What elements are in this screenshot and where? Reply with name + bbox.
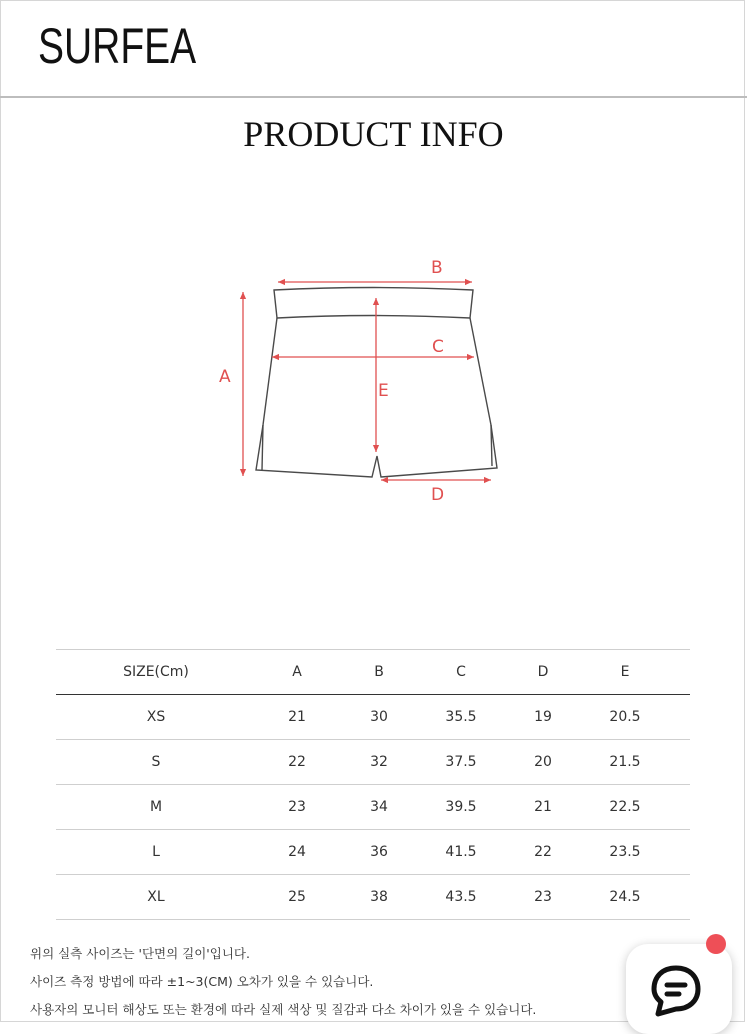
header-a: A [256, 650, 338, 695]
size-notes [30, 940, 650, 1024]
measure-arrows [243, 282, 491, 480]
note-line: 사이즈 측정 방법에 따라 ±1~3(CM) 오차가 있을 수 있습니다. [30, 974, 374, 989]
label-e: E [378, 381, 389, 401]
cell: 22.5 [584, 785, 666, 830]
table-row [56, 830, 690, 875]
header-d: D [502, 650, 584, 695]
label-b: B [431, 258, 443, 278]
cell: 23 [502, 875, 584, 920]
table-row [56, 740, 690, 785]
table-header-row [56, 650, 690, 695]
cell-size: M [56, 785, 256, 830]
cell: 32 [338, 740, 420, 785]
chat-bubble-icon [646, 962, 706, 1022]
header-b: B [338, 650, 420, 695]
cell-size: XS [56, 695, 256, 740]
cell: 21.5 [584, 740, 666, 785]
label-a: A [219, 367, 231, 387]
cell: 39.5 [420, 785, 502, 830]
note-line: 사용자의 모니터 해상도 또는 환경에 따라 실제 색상 및 질감과 다소 차이가 있을 수 있습니다. [30, 1002, 537, 1017]
cell: 20.5 [584, 695, 666, 740]
cell: 22 [256, 740, 338, 785]
cell: 24.5 [584, 875, 666, 920]
cell: 21 [256, 695, 338, 740]
note-line: 위의 실측 사이즈는 '단면의 길이'입니다. [30, 946, 250, 961]
table-row [56, 875, 690, 920]
cell: 35.5 [420, 695, 502, 740]
size-table [56, 649, 690, 920]
header-spacer [666, 650, 690, 695]
cell: 23 [256, 785, 338, 830]
brand-logo[interactable]: SURFEA [38, 18, 197, 74]
cell-size: XL [56, 875, 256, 920]
label-d: D [431, 485, 445, 505]
header-e: E [584, 650, 666, 695]
page-title: PRODUCT INFO [243, 114, 504, 154]
cell: 41.5 [420, 830, 502, 875]
cell: 19 [502, 695, 584, 740]
cell: 34 [338, 785, 420, 830]
cell: 36 [338, 830, 420, 875]
cell: 21 [502, 785, 584, 830]
chat-button[interactable] [626, 944, 732, 1034]
cell-size: S [56, 740, 256, 785]
cell: 24 [256, 830, 338, 875]
table-row [56, 785, 690, 830]
cell: 30 [338, 695, 420, 740]
header-c: C [420, 650, 502, 695]
cell: 38 [338, 875, 420, 920]
cell: 22 [502, 830, 584, 875]
cell-size: L [56, 830, 256, 875]
header-size: SIZE(Cm) [56, 650, 256, 695]
label-c: C [432, 337, 444, 357]
notification-badge [706, 934, 726, 954]
cell: 43.5 [420, 875, 502, 920]
cell: 37.5 [420, 740, 502, 785]
cell: 20 [502, 740, 584, 785]
cell: 25 [256, 875, 338, 920]
table-row [56, 695, 690, 740]
cell: 23.5 [584, 830, 666, 875]
